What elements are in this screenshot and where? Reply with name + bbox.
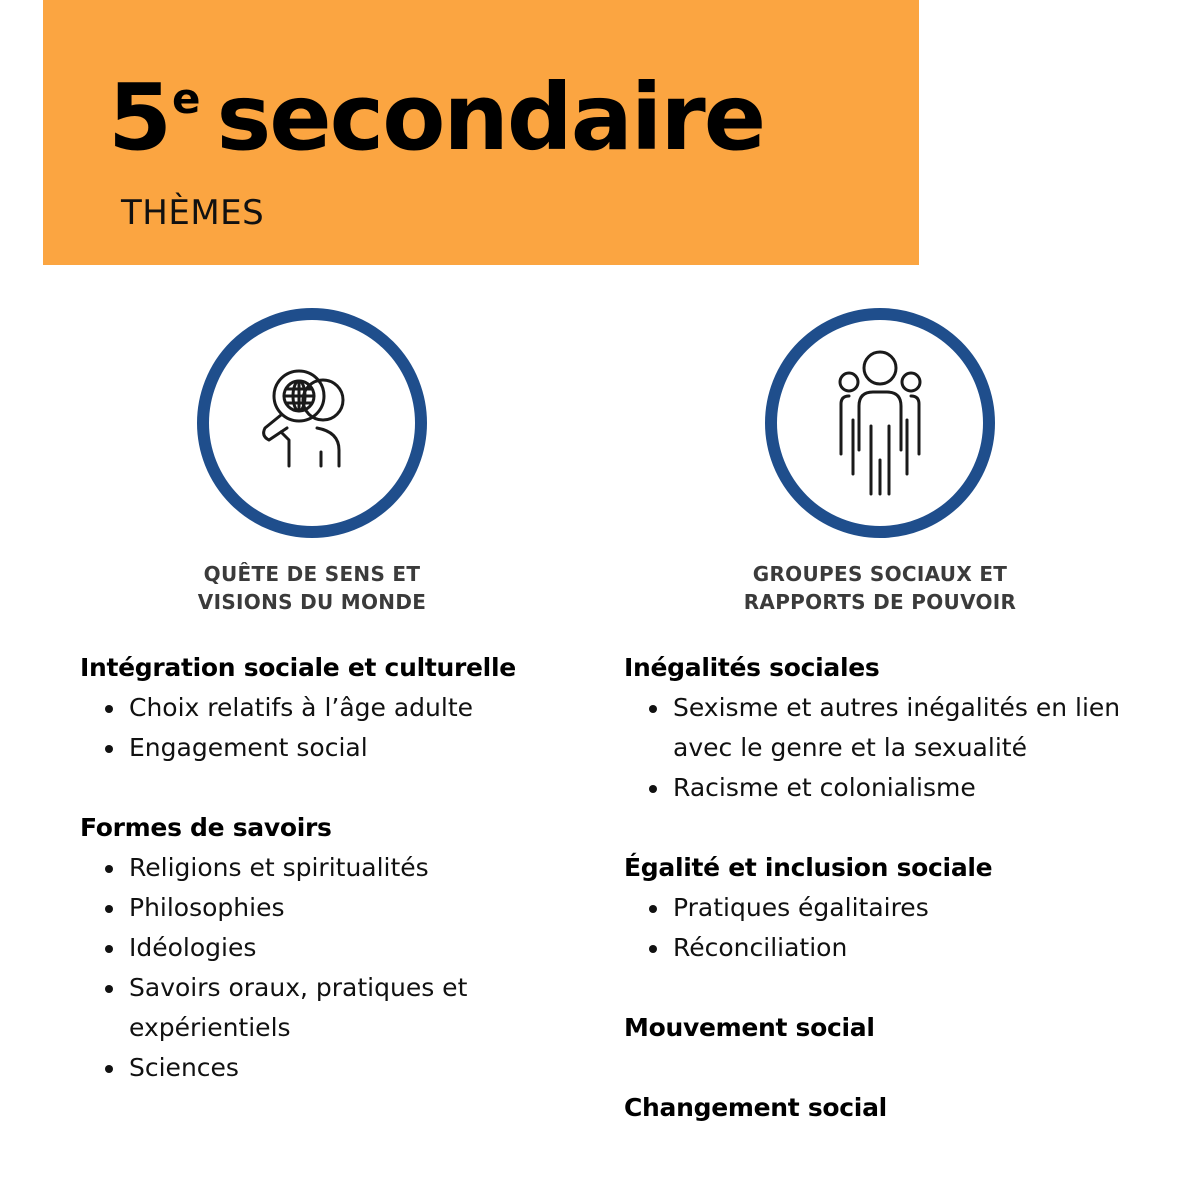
list-item: Engagement social (80, 728, 580, 768)
bullet-icon (649, 785, 657, 793)
list-item: Idéologies (80, 928, 580, 968)
group-people-icon (777, 320, 983, 526)
topic-section (624, 1008, 1184, 1048)
section-heading: Formes de savoirs (80, 813, 332, 842)
list-item: Choix relatifs à l’âge adulte (80, 688, 580, 728)
section-heading: Intégration sociale et culturelle (80, 653, 516, 682)
topic-list (624, 888, 1184, 968)
bullet-icon (649, 705, 657, 713)
left-topic-column (80, 648, 580, 1128)
section-heading: Changement social (624, 1093, 887, 1122)
theme-label-line: GROUPES SOCIAUX ET (752, 562, 1008, 586)
bullet-icon (649, 945, 657, 953)
list-item: Sciences (80, 1048, 580, 1088)
list-item: Sexisme et autres inégalités en lien avec le genre et la sexualité (624, 688, 1143, 768)
topic-section (624, 1088, 1184, 1128)
page-title (108, 64, 765, 171)
list-item: Pratiques égalitaires (624, 888, 1184, 928)
section-heading: Mouvement social (624, 1013, 875, 1042)
theme-groupes-sociaux (680, 308, 1080, 616)
section-heading: Égalité et inclusion sociale (624, 853, 993, 882)
bullet-icon (105, 1065, 113, 1073)
bullet-icon (105, 945, 113, 953)
bullet-icon (105, 705, 113, 713)
bullet-icon (649, 905, 657, 913)
theme-label-line: VISIONS DU MONDE (197, 590, 427, 614)
bullet-icon (105, 745, 113, 753)
list-item: Philosophies (80, 888, 580, 928)
grade-superscript: e (172, 74, 201, 123)
list-item: Racisme et colonialisme (624, 768, 1184, 808)
theme-label (680, 560, 1080, 616)
theme-label (112, 560, 512, 616)
topic-section (80, 648, 580, 768)
theme-label-line: RAPPORTS DE POUVOIR (743, 590, 1017, 614)
topic-section (624, 848, 1184, 968)
section-heading: Inégalités sociales (624, 653, 880, 682)
bullet-icon (105, 985, 113, 993)
theme-quete-de-sens (112, 308, 512, 616)
bullet-icon (105, 865, 113, 873)
topic-section (624, 648, 1184, 808)
theme-label-line: QUÊTE DE SENS ET (203, 562, 421, 586)
grade-word: secondaire (216, 64, 765, 171)
list-item: Savoirs oraux, pratiques et expérientiels (80, 968, 549, 1048)
list-item: Religions et spiritualités (80, 848, 580, 888)
topic-list (624, 688, 1184, 808)
topic-list (80, 848, 580, 1088)
topic-section (80, 808, 580, 1088)
right-topic-column (624, 648, 1184, 1168)
magnifier-globe-person-icon (209, 320, 415, 526)
theme-icon-ring (765, 308, 995, 538)
bullet-icon (105, 905, 113, 913)
list-item: Réconciliation (624, 928, 1184, 968)
topic-list (80, 688, 580, 768)
theme-icon-ring (197, 308, 427, 538)
page-subtitle: THÈMES (121, 193, 265, 233)
grade-number: 5 (108, 64, 171, 171)
